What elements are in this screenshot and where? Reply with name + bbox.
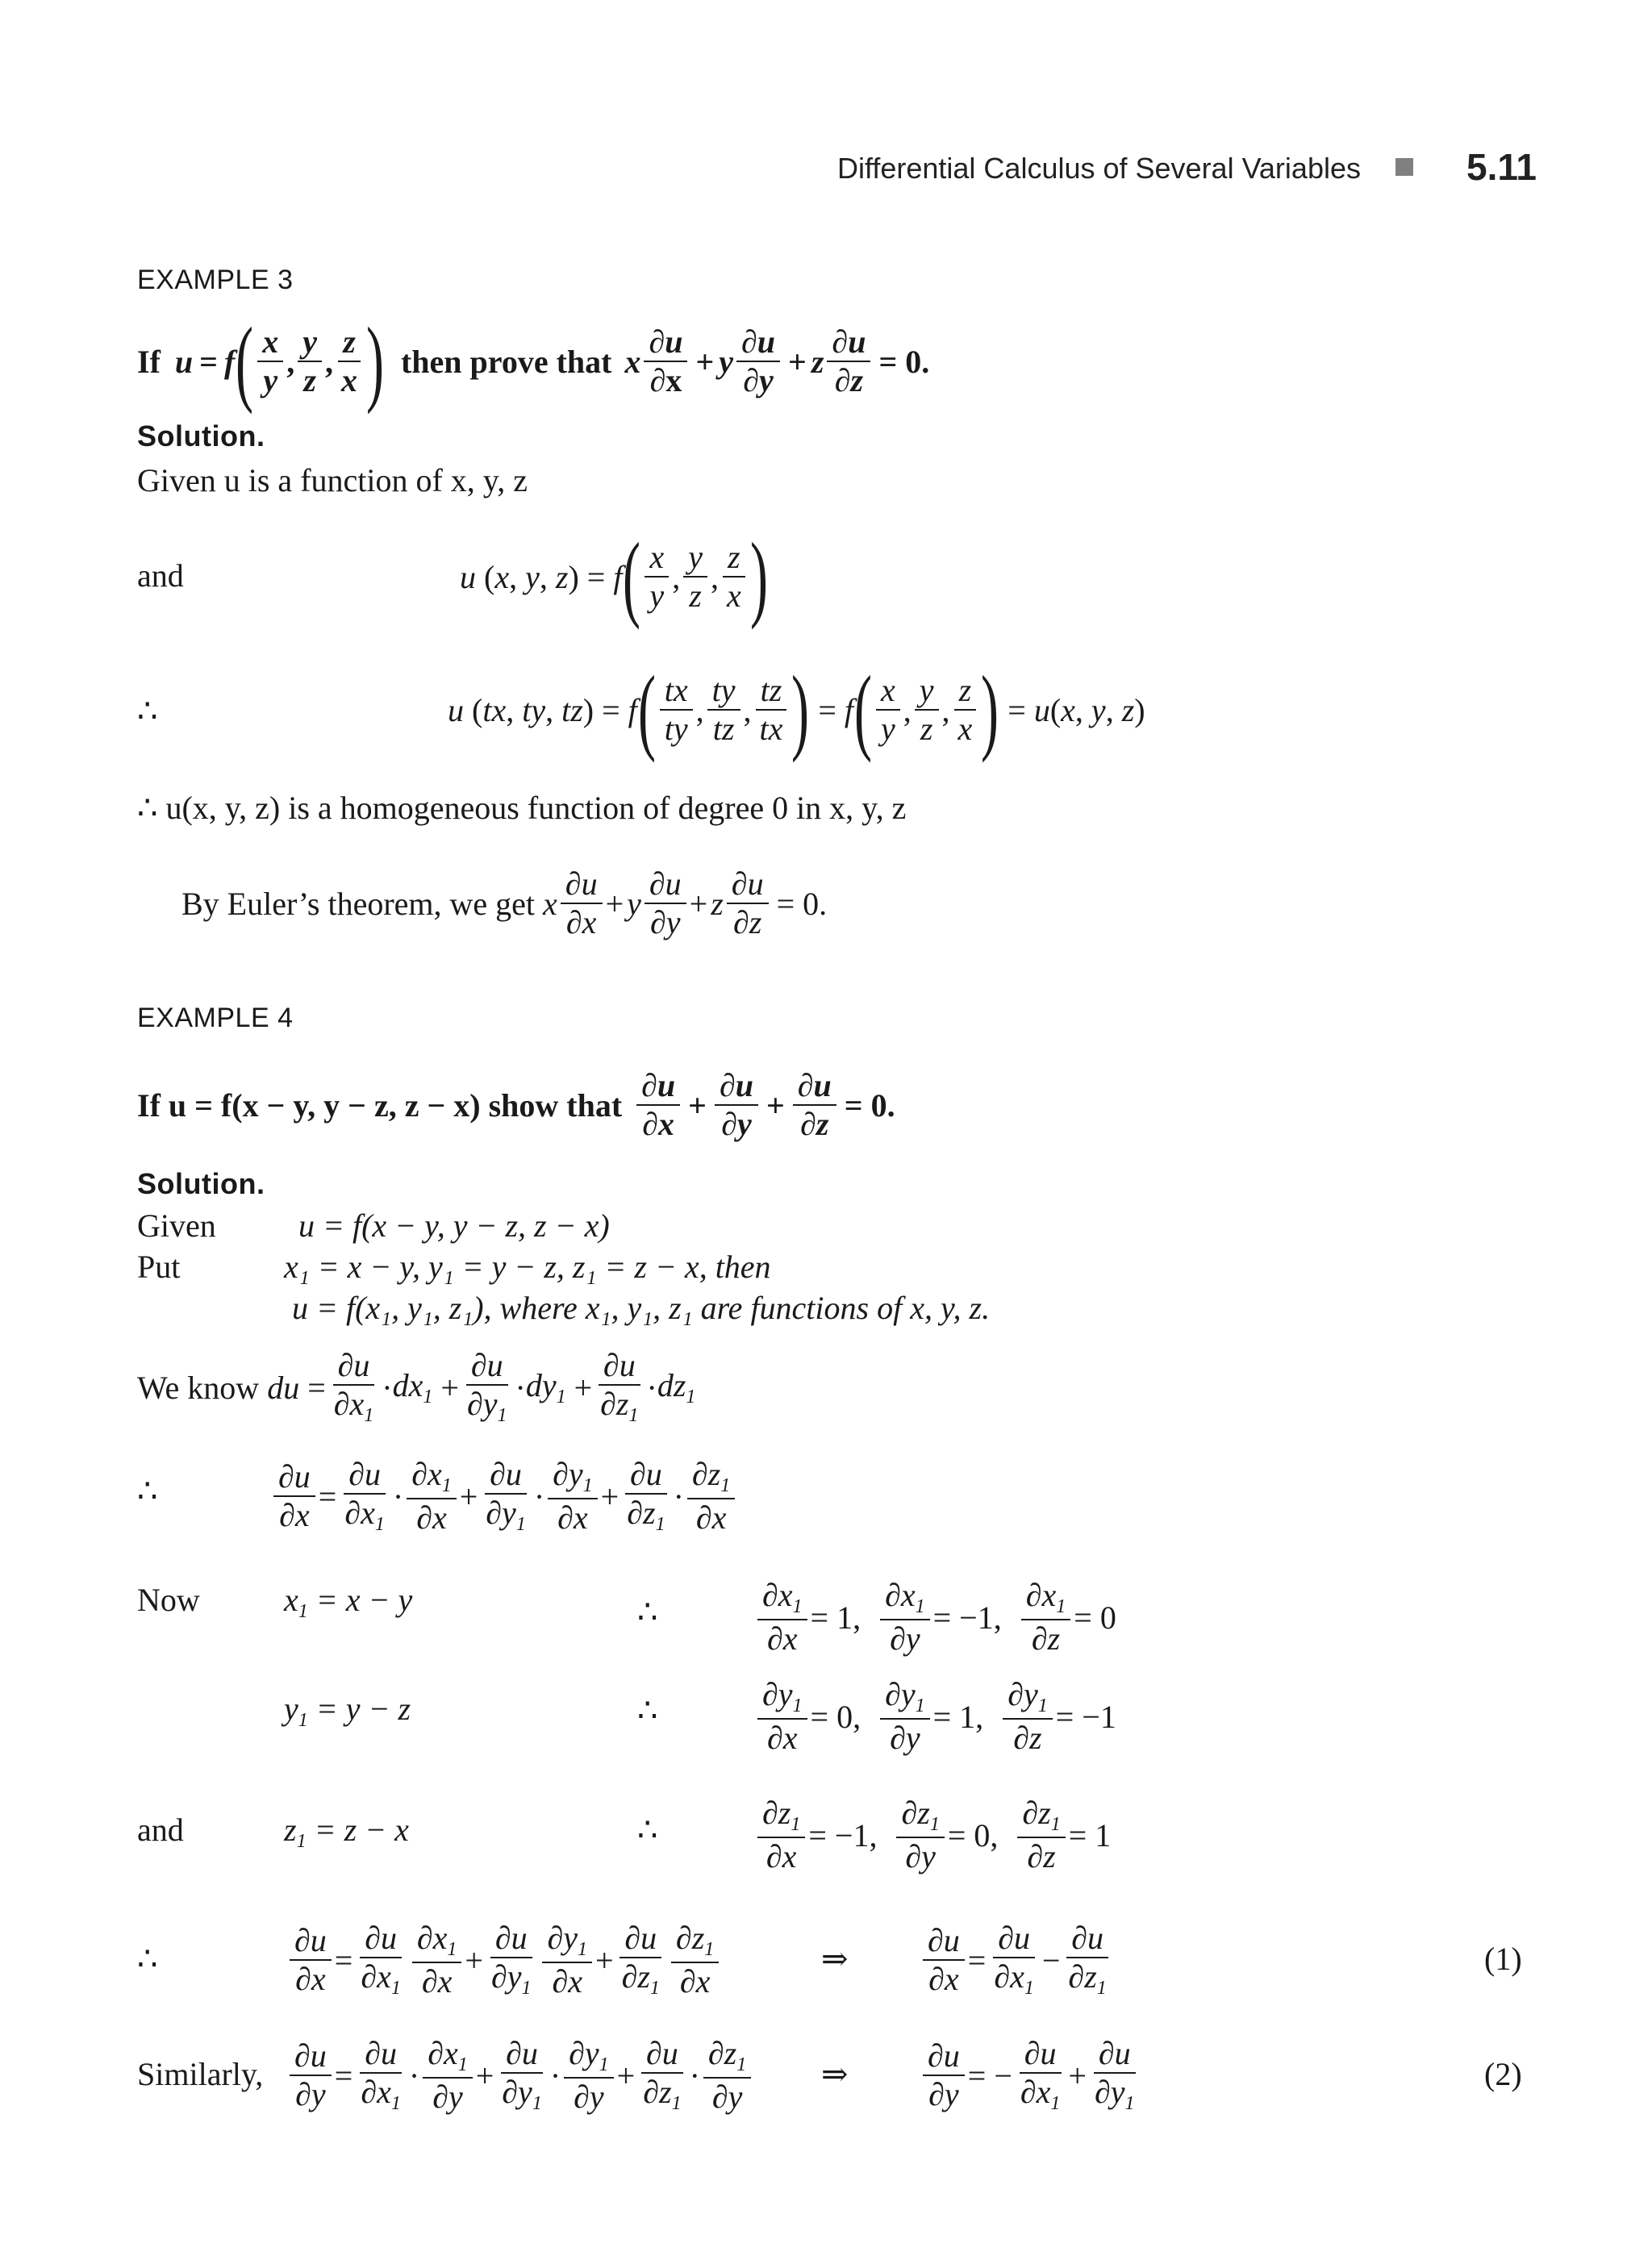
example-3-homogeneous-line: ∴ u(x, y, z) is a homogeneous function of degree 0 in x, y, z xyxy=(137,790,907,826)
example-3-statement: If u = f ( $\frac{x}{y}$ , $\frac{y}{z}$ , $\frac{z}{x}$ ) then prove that x $\frac{\partial u}{\partial x}$ + y $\frac{\partial u}{\partial y}$ + z $\frac{\partial u}{\partial z}$ = 0. xyxy=(137,307,930,415)
equation-2-chain: $\frac{\partial u}{\partial y}$ = $\frac{\partial u}{\partial x_1}$ · $\frac{\partial x_1}{\partial y}$ + $\frac{\partial u}{\partial y_1}$ · $\frac{\partial y_1}{\partial y}$ + $\frac{\partial u}{\partial z_1}$ · $\frac{\partial z_1}{\partial y}$ xyxy=(286,2031,754,2120)
running-header xyxy=(837,152,1361,186)
example-4-and-label: and xyxy=(137,1812,184,1848)
example-4-now-label: Now xyxy=(137,1582,200,1618)
we-know-label: We know xyxy=(137,1369,260,1406)
implies-1: ⇒ xyxy=(821,1941,849,1977)
example-3-scaling-equation: u ( tx , ty , tz ) = f ( $\frac{tx}{ty}$ , $\frac{ty}{tz}$ , $\frac{tz}{tx}$ ) = f ( $\frac{x}{y}$ , $\frac{y}{z}$ , $\frac{z}{x}$ ) = u ( x , y , z ) xyxy=(448,656,1145,763)
x1-definition: $x_1 = x - y$ xyxy=(284,1582,413,1622)
example-4-put-expr: x₁ = x − y, y₁ = y − z, z₁ = z − x, then xyxy=(284,1249,771,1285)
example-3-euler-line: By Euler’s theorem, we get x $\frac{\partial u}{\partial x}$ + y $\frac{\partial u}{\partial y}$ + z $\frac{\partial u}{\partial z}$ = 0. xyxy=(181,865,828,940)
example-4-where-expr: u = f(x₁, y₁, z₁), where x₁, y₁, z₁ are functions of x, y, z. xyxy=(292,1290,991,1326)
equation-1-chain: $\frac{\partial u}{\partial x}$ = $\frac{\partial u}{\partial x_1}$ $\frac{\partial x_1}{\partial x}$ + $\frac{\partial u}{\partial y_1}$ $\frac{\partial y_1}{\partial x}$ + $\frac{\partial u}{\partial z_1}$ $\frac{\partial z_1}{\partial x}$ xyxy=(286,1916,722,2004)
y1-partials: $\frac{\partial y_1}{\partial x}$ = 0, $\frac{\partial y_1}{\partial y}$ = 1, $\frac{\partial y_1}{\partial z}$ = −1 xyxy=(754,1672,1116,1761)
example-3-and-label: and xyxy=(137,557,184,594)
z1-partials: $\frac{\partial z_1}{\partial x}$ = −1, $\frac{\partial z_1}{\partial y}$ = 0, $\frac{\partial z_1}{\partial z}$ = 1 xyxy=(754,1791,1111,1879)
running-title: Differential Calculus of Several Variables xyxy=(837,152,1361,185)
header-square-icon xyxy=(1395,158,1413,176)
page-number: 5.11 xyxy=(1466,146,1537,188)
example-3-therefore: ∴ xyxy=(137,693,158,729)
example-4-therefore-1: ∴ xyxy=(137,1473,158,1509)
equation-2-tag: (2) xyxy=(1484,2056,1522,2092)
equation-1-result: $\frac{\partial u}{\partial x}$ = $\frac{\partial u}{\partial x_1}$ − $\frac{\partial u}{\partial z_1}$ xyxy=(920,1916,1115,2004)
example-3-label: EXAMPLE 3 xyxy=(137,265,294,295)
example-4-therefore-5: ∴ xyxy=(137,1941,158,1977)
example-4-similarly-label: Similarly, xyxy=(137,2056,264,2092)
example-3-u-definition: u ( x , y , z ) = f ( $\frac{x}{y}$ , $\frac{y}{z}$ , $\frac{z}{x}$ ) xyxy=(460,523,768,630)
equation-1-tag: (1) xyxy=(1484,1941,1522,1977)
implies-2: ⇒ xyxy=(821,2056,849,2092)
statement-prefix: If u = f(x − y, y − z, z − x) show that xyxy=(137,1086,623,1124)
x1-partials: $\frac{\partial x_1}{\partial x}$ = 1, $\frac{\partial x_1}{\partial y}$ = −1, $\frac{\partial x_1}{\partial z}$ = 0 xyxy=(754,1573,1116,1662)
example-4-therefore-3: ∴ xyxy=(637,1692,658,1728)
example-3-solution-label: Solution. xyxy=(137,419,265,452)
example-4-statement: If u = f(x − y, y − z, z − x) show that $\frac{\partial u}{\partial x}$ + $\frac{\partial u}{\partial y}$ + $\frac{\partial u}{\partial z}$ = 0. xyxy=(137,1067,895,1142)
example-4-given-label: Given xyxy=(137,1207,216,1244)
example-3-given-line: Given u is a function of x, y, z xyxy=(137,462,528,498)
statement-mid: then prove that xyxy=(400,343,612,380)
example-4-therefore-4: ∴ xyxy=(637,1812,658,1848)
z1-definition: $z_1 = z - x$ xyxy=(284,1812,409,1852)
equation-2-result: $\frac{\partial u}{\partial y}$ = − $\frac{\partial u}{\partial x_1}$ + $\frac{\partial u}{\partial y_1}$ xyxy=(920,2031,1143,2120)
statement-prefix: If xyxy=(137,343,161,380)
example-4-put-label: Put xyxy=(137,1249,181,1285)
euler-prefix: By Euler’s theorem, we get xyxy=(181,885,536,922)
example-4-solution-label: Solution. xyxy=(137,1167,265,1200)
y1-definition: $y_1 = y - z$ xyxy=(284,1691,411,1731)
example-4-given-expr: u = f(x − y, y − z, z − x) xyxy=(298,1207,610,1244)
example-4-chain-rule-x: $\frac{\partial u}{\partial x}$ = $\frac{\partial u}{\partial x_1}$ · $\frac{\partial x_1}{\partial x}$ + $\frac{\partial u}{\partial y_1}$ · $\frac{\partial y_1}{\partial x}$ + $\frac{\partial u}{\partial z_1}$ · $\frac{\partial z_1}{\partial x}$ xyxy=(270,1452,738,1541)
example-4-total-differential: We know du = $\frac{\partial u}{\partial x_1}$ · $dx_1$ + $\frac{\partial u}{\partial y_1}$ · $dy_1$ + $\frac{\partial u}{\partial z_1}$ · $dz_1$ xyxy=(137,1347,696,1427)
example-4-label: EXAMPLE 4 xyxy=(137,1003,294,1033)
example-4-therefore-2: ∴ xyxy=(637,1594,658,1630)
